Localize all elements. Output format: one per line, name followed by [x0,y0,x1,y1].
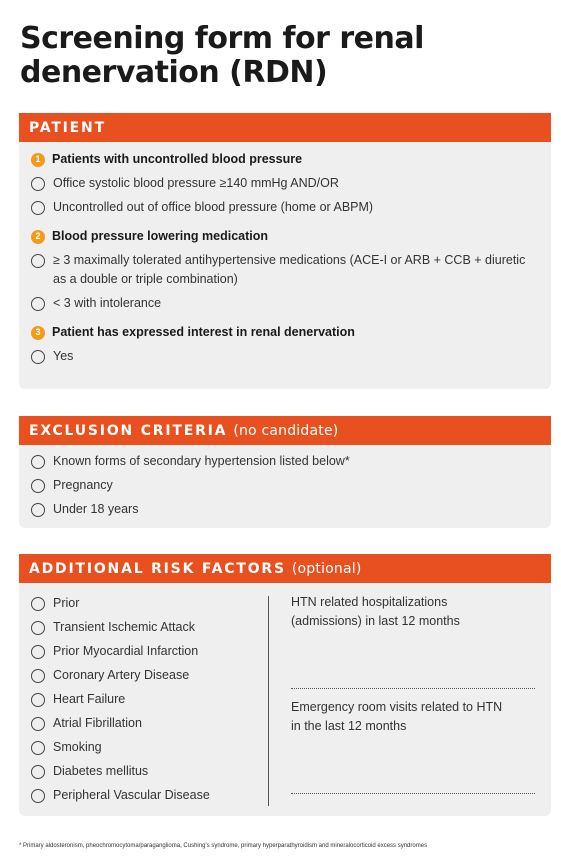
patient-header [19,113,551,142]
option-label: Heart Failure [53,692,126,706]
option-cad[interactable] [31,666,269,685]
option-heart-failure[interactable] [31,690,269,709]
option-pregnancy[interactable] [31,476,539,495]
option-label: Known forms of secondary hypertension listed below* [53,454,350,468]
radio-button[interactable] [31,765,45,779]
option-under-18[interactable] [31,500,539,519]
option-office-systolic[interactable] [31,174,539,193]
hospitalizations-field[interactable] [291,688,535,689]
radio-button[interactable] [31,741,45,755]
radio-button[interactable] [31,621,45,635]
option-pvd[interactable] [31,786,269,805]
radio-button[interactable] [31,297,45,311]
risk-header [19,554,551,583]
number-badge: 3 [31,326,45,340]
question-1 [31,150,539,169]
radio-button[interactable] [31,455,45,469]
option-secondary-hypertension[interactable] [31,452,539,471]
question-label: Patient has expressed interest in renal denervation [52,325,355,339]
risk-factors-section [19,554,551,816]
option-label: Peripheral Vascular Disease [53,788,210,802]
option-prior-mi[interactable] [31,642,269,661]
column-divider [268,596,269,806]
option-label: Atrial Fibrillation [53,716,142,730]
number-badge: 1 [31,153,45,167]
option-atrial-fibrillation[interactable] [31,714,269,733]
question-label: Blood pressure lowering medication [52,229,269,243]
radio-button[interactable] [31,789,45,803]
option-smoking[interactable] [31,738,269,757]
option-diabetes[interactable] [31,762,269,781]
risk-header-sub: (optional) [291,560,362,577]
option-prior[interactable] [31,594,269,613]
exclusion-header-sub: (no candidate) [233,422,339,439]
option-label: Smoking [53,740,102,754]
radio-button[interactable] [31,645,45,659]
exclusion-header [19,416,551,445]
exclusion-header-label: EXCLUSION CRITERIA [29,422,228,439]
option-tia[interactable] [31,618,269,637]
radio-button[interactable] [31,597,45,611]
option-label: Under 18 years [53,502,139,516]
radio-button[interactable] [31,503,45,517]
number-badge: 2 [31,230,45,244]
er-visits-label: Emergency room visits related to HTN in the last 12 months [291,700,503,733]
option-label: Yes [53,349,74,363]
risk-free-text-fields [291,593,539,794]
exclusion-section [19,416,551,528]
patient-section [19,113,551,389]
patient-header-label: PATIENT [29,119,106,136]
option-label: Prior Myocardial Infarction [53,644,199,658]
option-yes[interactable] [31,347,539,366]
radio-button[interactable] [31,254,45,268]
risk-factor-list [31,594,269,810]
radio-button[interactable] [31,669,45,683]
radio-button[interactable] [31,350,45,364]
option-three-meds[interactable] [31,251,539,289]
radio-button[interactable] [31,177,45,191]
page-title: Screening form for renal denervation (RDN) [20,21,424,90]
option-label: Diabetes mellitus [53,764,149,778]
radio-button[interactable] [31,201,45,215]
question-2 [31,227,539,246]
radio-button[interactable] [31,693,45,707]
radio-button[interactable] [31,717,45,731]
question-3 [31,323,539,342]
option-label: < 3 with intolerance [53,296,162,310]
question-label: Patients with uncontrolled blood pressure [52,152,303,166]
er-visits-field[interactable] [291,793,535,794]
risk-header-label: ADDITIONAL RISK FACTORS [29,560,286,577]
option-label: Coronary Artery Disease [53,668,190,682]
option-out-of-office[interactable] [31,198,539,217]
option-label: ≥ 3 maximally tolerated antihypertensive medications (ACE-I or ARB + CCB + diuretic as a double or triple combination) [53,253,526,286]
footnote: * Primary aldosteronism, pheochromocytoma/paraganglioma, Cushing’s syndrome, primary hyperparathyroidism and mineralocorticoid excess syndromes [19,843,428,849]
option-label: Office systolic blood pressure ≥140 mmHg AND/OR [53,176,339,190]
option-label: Transient Ischemic Attack [53,620,195,634]
option-intolerance[interactable] [31,294,539,313]
option-label: Prior [53,596,80,610]
radio-button[interactable] [31,479,45,493]
option-label: Uncontrolled out of office blood pressure (home or ABPM) [53,200,374,214]
hospitalizations-label: HTN related hospitalizations (admissions) in last 12 months [291,595,460,628]
option-label: Pregnancy [53,478,113,492]
